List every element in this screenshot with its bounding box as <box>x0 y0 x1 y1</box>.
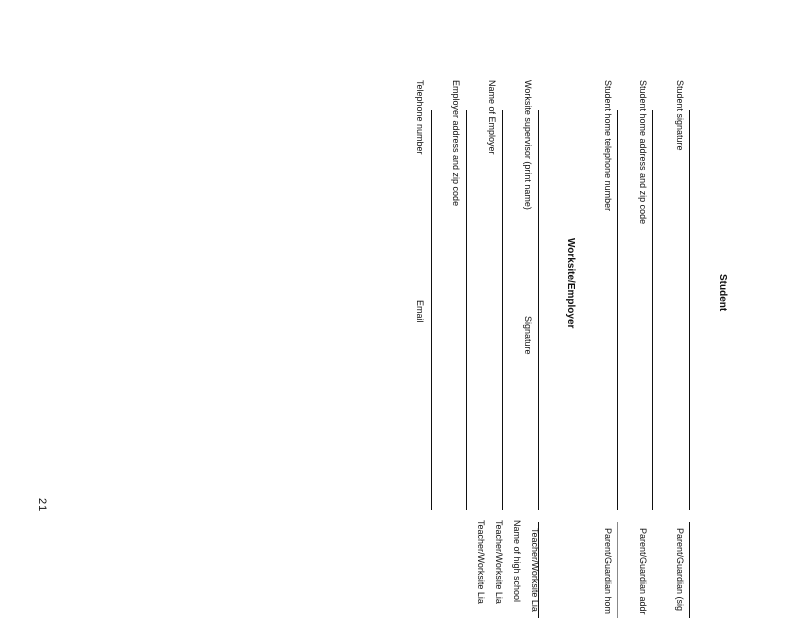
student-phone-label: Student home telephone number <box>603 80 613 212</box>
employer-line <box>502 110 503 510</box>
parent-phone-label: Parent/Guardian hom <box>603 528 613 615</box>
parent-address-label: Parent/Guardian addr <box>638 528 648 615</box>
email-label: Email <box>415 300 425 323</box>
student-address-line <box>652 110 653 510</box>
employer-address-label: Employer address and zip code <box>451 80 461 207</box>
parent-signature-label: Parent/Guardian (sig <box>675 528 685 612</box>
student-signature-label: Student signature <box>675 80 685 151</box>
student-signature-line <box>689 110 690 510</box>
teacher-worksite-label: Teacher/Worksite Lia <box>494 520 504 604</box>
parent-phone-line <box>617 522 618 618</box>
teacher-label: Teacher/Worksite Lia <box>530 528 540 612</box>
employer-label: Name of Employer <box>487 80 497 155</box>
supervisor-line <box>538 110 539 510</box>
student-phone-line <box>617 110 618 510</box>
page-number: 21 <box>36 498 48 513</box>
supervisor-label: Worksite supervisor (print name) <box>523 80 533 210</box>
telephone-label: Telephone number <box>415 80 425 155</box>
high-school-label: Name of high school <box>512 520 522 603</box>
employer-phone-line <box>431 110 432 510</box>
employer-address-line <box>466 110 467 510</box>
supervisor-signature-label: Signature <box>523 316 533 355</box>
teacher-worksite-label-2: Teacher/Worksite Lia <box>476 520 486 604</box>
student-address-label: Student home address and zip code <box>638 80 648 225</box>
worksite-heading: Worksite/Employer <box>565 238 576 329</box>
student-heading: Student <box>717 274 728 312</box>
parent-signature-line <box>689 522 690 618</box>
